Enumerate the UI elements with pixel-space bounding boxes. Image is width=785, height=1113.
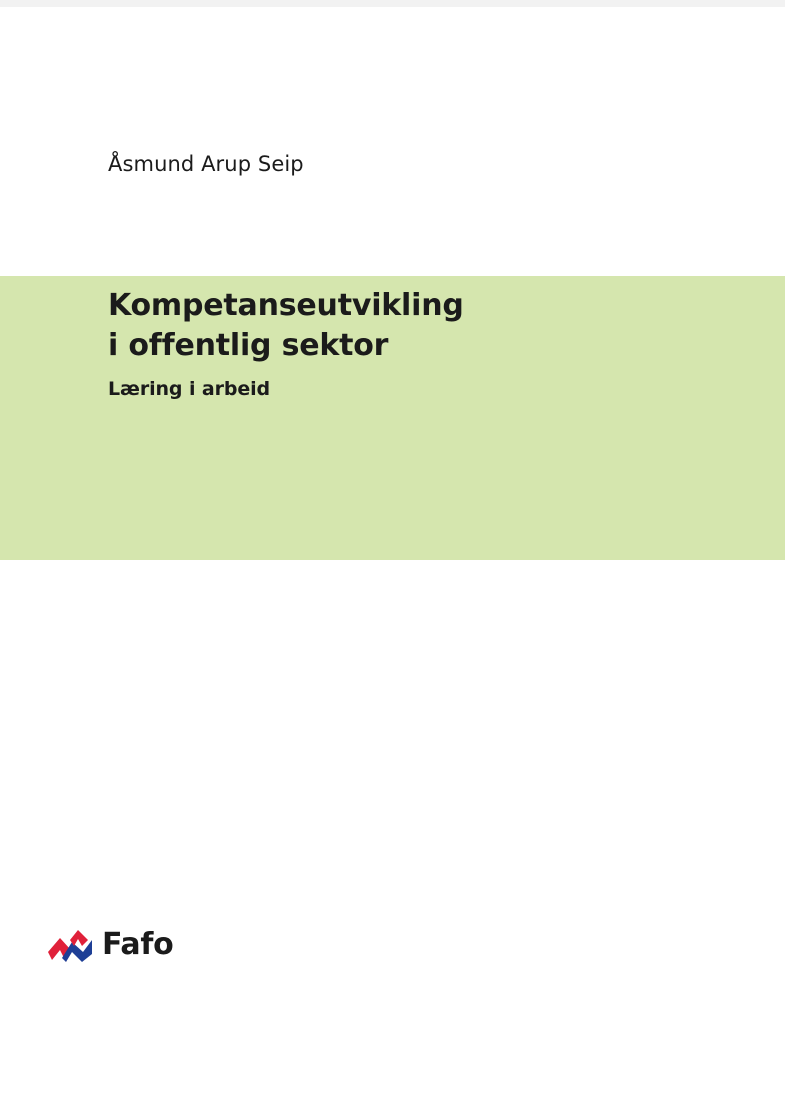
title-line-2: i offentlig sektor	[108, 327, 389, 363]
subtitle: Læring i arbeid	[108, 377, 271, 400]
fafo-logo-icon	[48, 928, 94, 962]
title-line-1: Kompetanseutvikling	[108, 288, 464, 323]
publisher-name: Fafo	[102, 927, 174, 962]
author-name: Åsmund Arup Seip	[108, 152, 304, 176]
top-edge-strip	[0, 0, 785, 7]
publisher-logo	[48, 928, 173, 962]
title-block	[108, 286, 728, 402]
